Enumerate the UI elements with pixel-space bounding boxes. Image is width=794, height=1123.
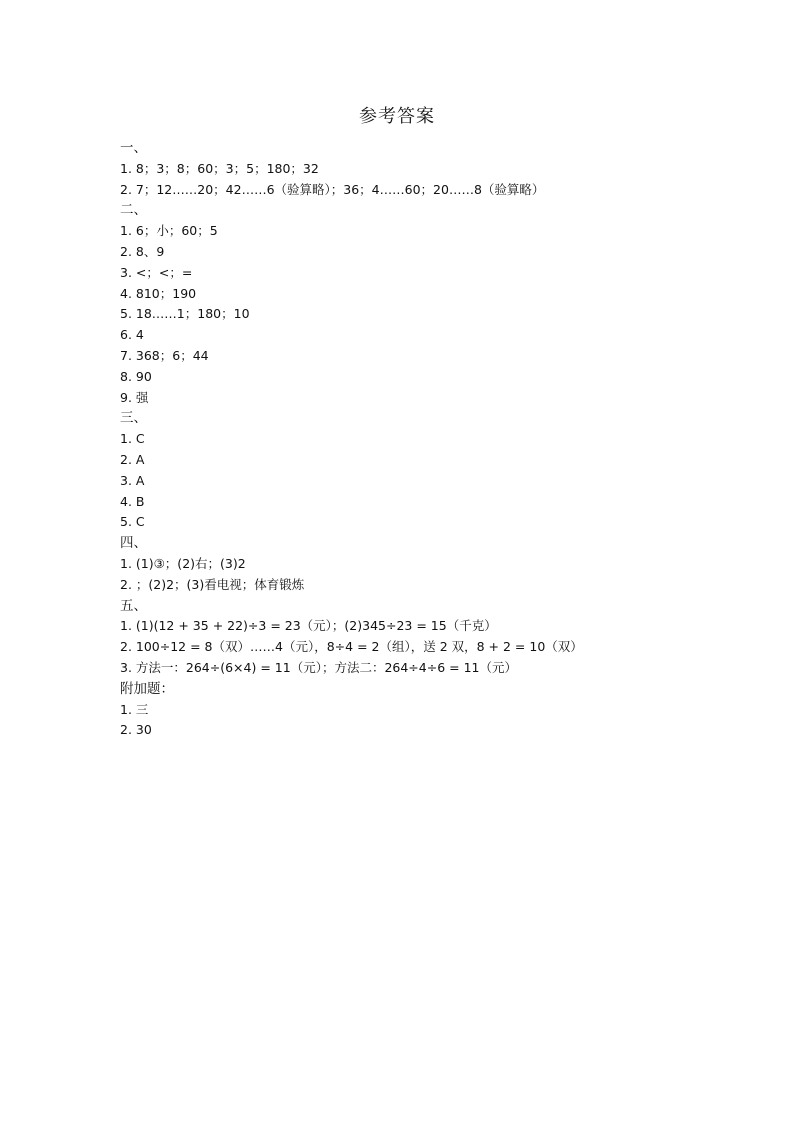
answer-line: 1. C <box>120 431 145 447</box>
answer-line: 2. A <box>120 451 145 467</box>
answer-line: 5. C <box>120 514 145 530</box>
answer-list <box>120 138 720 741</box>
section-heading: 五、 <box>120 597 147 614</box>
answer-line: 4. 810；190 <box>120 285 197 301</box>
answer-line: 1. 6；小；60；5 <box>120 223 218 239</box>
answer-line: 9. 强 <box>120 389 149 405</box>
answer-line: 2. 100÷12 = 8（双）……4（元），8÷4 = 2（组），送 2 双，8 + 2 = 10（双） <box>120 639 583 655</box>
answer-line: 3. 方法一：264÷(6×4) = 11（元）；方法二：264÷4÷6 = 11（元） <box>120 659 517 675</box>
answer-line: 1. (1)③；(2)右；(3)2 <box>120 555 246 571</box>
answer-line: 2. 7；12……20；42……6（验算略）；36；4……60；20……8（验算略） <box>120 181 545 197</box>
page-title: 参考答案 <box>359 106 435 127</box>
answer-line: 8. 90 <box>120 368 152 384</box>
answer-line: 1. 8；3；8；60；3；5；180；32 <box>120 160 319 176</box>
section-heading: 二、 <box>120 202 147 219</box>
section-heading: 三、 <box>120 410 147 427</box>
answer-line: 2. 8、9 <box>120 243 165 259</box>
answer-line: 1. (1)(12 + 35 + 22)÷3 = 23（元）；(2)345÷23 = 15（千克） <box>120 618 497 634</box>
answer-line: 2. ；(2)2；(3)看电视；体育锻炼 <box>120 576 305 592</box>
answer-line: 7. 368；6；44 <box>120 347 209 363</box>
answer-line: 3. <；<；= <box>120 264 193 280</box>
answer-line: 4. B <box>120 493 145 509</box>
section-heading: 附加题： <box>120 680 174 697</box>
section-heading: 四、 <box>120 535 147 552</box>
answer-line: 5. 18……1；180；10 <box>120 306 250 322</box>
answer-line: 1. 三 <box>120 701 149 717</box>
section-heading: 一、 <box>120 140 147 156</box>
answer-line: 3. A <box>120 472 145 488</box>
answer-line: 6. 4 <box>120 327 144 343</box>
answer-line: 2. 30 <box>120 722 152 738</box>
